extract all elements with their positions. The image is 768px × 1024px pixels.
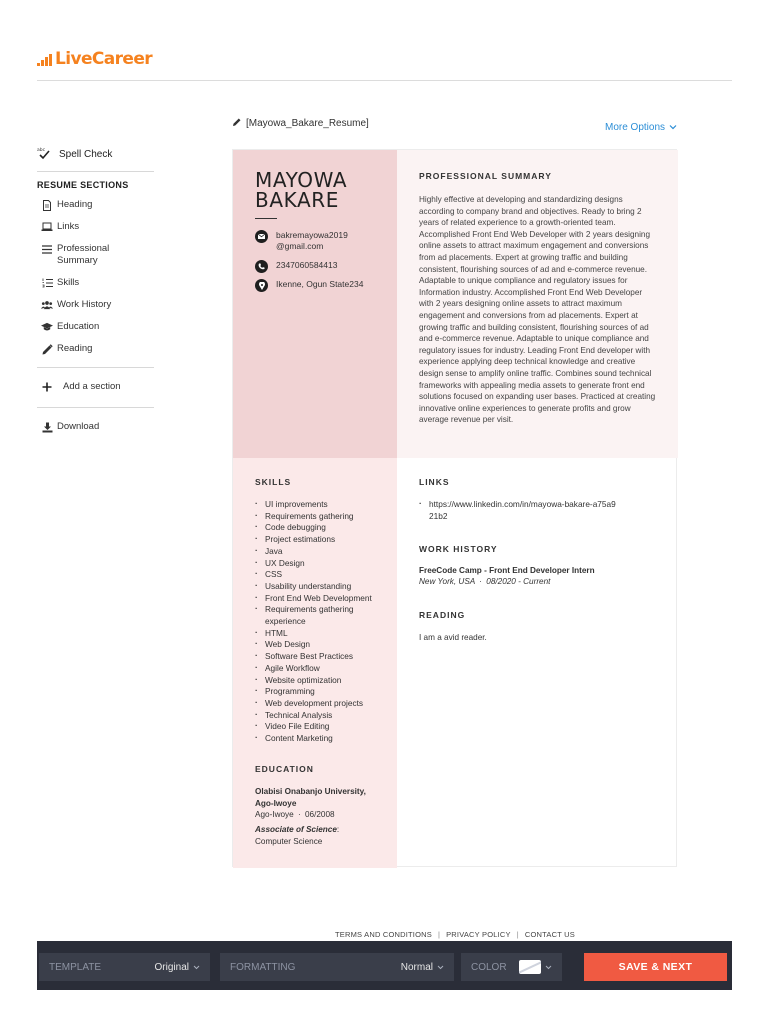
work-employer: FreeCode Camp [419, 566, 482, 575]
spell-check-label: Spell Check [59, 148, 113, 160]
education-heading: EDUCATION [255, 764, 314, 774]
template-label: TEMPLATE [49, 961, 102, 973]
footer-links [335, 930, 575, 939]
sidebar-divider [37, 367, 154, 368]
download-button[interactable] [41, 421, 154, 433]
save-next-button[interactable]: SAVE & NEXT [584, 953, 727, 981]
sidebar-item-professional-summary[interactable] [41, 243, 154, 267]
skill-item: · Programming [255, 686, 385, 698]
skill-item: · UX Design [255, 558, 385, 570]
skill-item: · Usability understanding [255, 581, 385, 593]
sidebar-item-heading[interactable] [41, 199, 154, 211]
work-location: New York, USA [419, 577, 475, 586]
links-heading: LINKS [419, 477, 450, 487]
skill-item: · Requirements gathering [255, 511, 385, 523]
location-pin-icon [255, 279, 268, 292]
reading-text: I am a avid reader. [419, 633, 487, 642]
links-list [419, 499, 619, 522]
sidebar-item-label: Heading [57, 199, 93, 210]
professional-summary-text: Highly effective at developing and standardizing designs according to company brand and objectives. Ready to bring 2 years of related experience to a growth-oriented team. Accomplished Front End Web Developer with 2 years designing online assets to attract maximum engagement and conversions from ad placements. Expert at growing traffic and building consistent, flourishing sources of ad and e-commerce revenue. Adaptable to unique compliance and regulatory issues for Information industry. Accomplished Front End Web Developer with 2 years designing online assets to attract maximum engagement and conversions from ad placements. Expert at growing traffic and building consistent, flourishing sources of ad and e-commerce revenue. Adaptable to unique compliance and regulatory issues for industry. Leading Front End developer with experience applying deep technical knowledge and creative design sense to amplify online traffic. Combines sound technical frameworks with appealing media assets to generate front end solutions focused on expanding user bases. Practiced at creating innovative online experiences to generate profits and grow average revenue per visit. [419, 195, 656, 425]
download-label: Download [57, 421, 100, 432]
education-location-date [255, 809, 385, 821]
sidebar-item-label: Links [57, 221, 80, 232]
bottom-toolbar [37, 941, 732, 990]
skill-item: · Front End Web Development [255, 593, 385, 605]
skills-list [255, 499, 385, 745]
template-value-text: Original [154, 961, 189, 973]
sidebar [37, 145, 154, 433]
contact-link[interactable]: CONTACT US [524, 930, 575, 939]
logo-text: LiveCareer [55, 49, 153, 69]
plus-icon [41, 381, 53, 393]
add-section-button[interactable] [41, 381, 154, 393]
skill-item: · CSS [255, 569, 385, 581]
svg-text:abc: abc [37, 147, 46, 153]
contact-email [255, 230, 348, 252]
livecareer-logo[interactable] [37, 48, 152, 68]
formatting-label: FORMATTING [230, 961, 296, 973]
work-history-heading: WORK HISTORY [419, 544, 498, 554]
email-icon [255, 230, 268, 243]
sidebar-divider [37, 171, 154, 172]
color-swatch [519, 960, 541, 974]
template-value [155, 962, 200, 973]
skill-item: · Video File Editing [255, 721, 385, 733]
spell-check-icon [37, 146, 51, 163]
download-icon [41, 421, 53, 433]
last-name: BAKARE [255, 188, 339, 212]
skill-item: · Project estimations [255, 534, 385, 546]
spell-check-button[interactable] [37, 145, 154, 163]
chevron-down-icon [669, 122, 677, 133]
sidebar-item-label: Education [57, 321, 100, 332]
professional-summary-heading: PROFESSIONAL SUMMARY [419, 171, 552, 181]
laptop-icon [41, 221, 53, 233]
more-options-dropdown[interactable] [605, 122, 677, 133]
logo-bars-icon [37, 54, 53, 68]
file-name-text: [Mayowa_Bakare_Resume] [246, 118, 369, 129]
work-position: Front End Developer Intern [489, 566, 595, 575]
dot-separator: · [479, 577, 482, 586]
color-label: COLOR [471, 961, 507, 973]
sidebar-divider [37, 407, 154, 408]
reading-heading: READING [419, 610, 466, 620]
pencil-icon [41, 343, 53, 355]
footer-separator: | [516, 930, 519, 939]
graduation-cap-icon [41, 321, 53, 333]
list-icon [41, 243, 53, 255]
phone-text: 2347060584413 [276, 260, 338, 270]
sidebar-item-label: Skills [57, 277, 80, 288]
chevron-down-icon [193, 965, 200, 970]
education-degree [255, 824, 385, 836]
skill-item: · HTML [255, 628, 385, 640]
terms-link[interactable]: TERMS AND CONDITIONS [335, 930, 432, 939]
skill-item: · Website optimization [255, 675, 385, 687]
skill-item: · Software Best Practices [255, 651, 385, 663]
link-item[interactable]: · https://www.linkedin.com/in/mayowa-bakare-a75a921b2 [419, 499, 619, 522]
header-divider [37, 80, 732, 81]
resume-name [255, 170, 347, 210]
sidebar-item-skills[interactable] [41, 277, 154, 289]
education-field: Computer Science [255, 837, 323, 846]
education-school: Olabisi Onabanjo University, Ago-Iwoye [255, 787, 366, 808]
education-date: 06/2008 [304, 810, 335, 819]
degree-suffix: : [336, 825, 340, 834]
work-dates: 08/2020 - Current [486, 577, 551, 586]
skill-item: · Code debugging [255, 522, 385, 534]
sidebar-item-work-history[interactable] [41, 299, 154, 311]
name-divider [255, 218, 277, 219]
resume-preview[interactable] [232, 149, 677, 867]
pencil-icon [232, 117, 242, 130]
sidebar-item-label: Work History [57, 299, 112, 310]
sidebar-item-reading[interactable] [41, 343, 154, 355]
template-select[interactable] [39, 953, 210, 981]
add-section-label: Add a section [63, 381, 121, 392]
work-title-line [419, 565, 595, 577]
people-icon [41, 299, 53, 311]
formatting-select[interactable] [220, 953, 454, 981]
skill-item: · UI improvements [255, 499, 385, 511]
resume-file-name[interactable] [232, 117, 369, 130]
skill-item: · Java [255, 546, 385, 558]
degree-name: Associate of Science [255, 825, 337, 834]
chevron-down-icon [545, 965, 552, 970]
more-options-label: More Options [605, 122, 666, 133]
phone-icon [255, 260, 268, 273]
location-text: Ikenne, Ogun State234 [276, 279, 364, 289]
sidebar-item-label: Professional Summary [57, 243, 110, 266]
first-name: MAYOWA [255, 168, 348, 192]
skill-item: · Agile Workflow [255, 663, 385, 675]
contact-location [255, 279, 363, 292]
dot-separator: · [297, 810, 301, 819]
color-select[interactable] [461, 953, 562, 981]
resume-sections-title: RESUME SECTIONS [37, 180, 129, 190]
footer-separator: | [437, 930, 441, 939]
formatting-value [401, 962, 444, 973]
skill-item: · Web development projects [255, 698, 385, 710]
color-value [519, 960, 552, 974]
sidebar-item-education[interactable] [41, 321, 154, 333]
education-city: Ago-Iwoye [255, 810, 294, 819]
skill-item: · Requirements gathering experience [255, 604, 355, 627]
document-icon [41, 199, 53, 211]
work-separator: - [481, 566, 490, 575]
email-text: bakremayowa2019@gmail.com [276, 230, 348, 251]
sidebar-item-links[interactable] [41, 221, 154, 233]
numbered-list-icon [41, 277, 53, 289]
sidebar-item-label: Reading [57, 343, 93, 354]
skill-item: · Content Marketing [255, 733, 385, 745]
formatting-value-text: Normal [400, 961, 433, 973]
contact-phone [255, 260, 337, 273]
work-meta [419, 576, 550, 588]
privacy-link[interactable]: PRIVACY POLICY [446, 930, 511, 939]
skill-item: · Web Design [255, 639, 385, 651]
skill-item: · Technical Analysis [255, 710, 385, 722]
skills-heading: SKILLS [255, 477, 292, 487]
chevron-down-icon [437, 965, 444, 970]
